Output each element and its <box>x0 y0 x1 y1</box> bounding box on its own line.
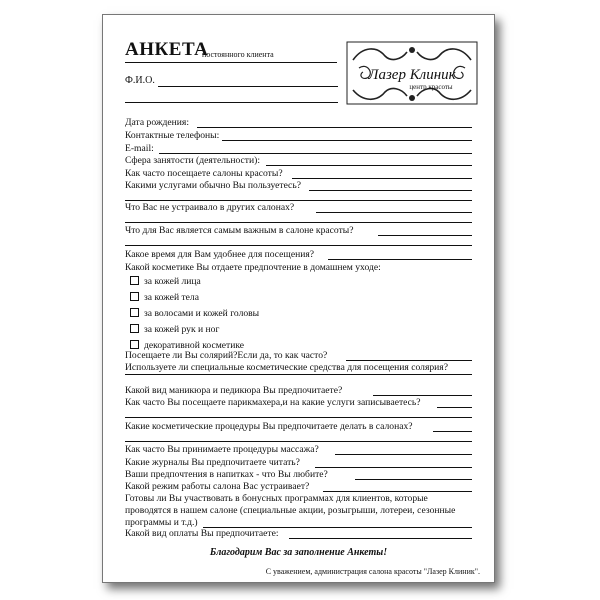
field-hairdresser: Как часто Вы посещаете парикмахера,и на какие услуги записываетесь? <box>125 397 421 408</box>
checkbox-face-skin[interactable]: за кожей лица <box>130 276 201 287</box>
logo-tagline: центр красоты <box>409 83 453 91</box>
answer-line[interactable] <box>125 417 472 418</box>
field-home-care: Какой косметике Вы отдаете предпочтение в домашнем уходе: <box>125 262 381 273</box>
checkbox[interactable] <box>130 292 139 301</box>
field-visit-frequency: Как часто посещаете салоны красоты? <box>125 168 283 179</box>
answer-line[interactable] <box>222 140 472 141</box>
answer-line[interactable] <box>316 212 472 213</box>
logo-name: Лазер Клиник <box>368 67 456 83</box>
field-solarium-products: Используете ли специальные косметические средства для посещения солярия? <box>125 362 448 373</box>
answer-line[interactable] <box>378 235 472 236</box>
checkbox-hands-feet[interactable]: за кожей рук и ног <box>130 324 219 335</box>
field-bonus-line3: программы и т.д.) <box>125 517 198 528</box>
regards-signature: С уважением, администрация салона красоты "Лазер Клиник". <box>265 567 480 576</box>
answer-line[interactable] <box>197 127 472 128</box>
answer-line[interactable] <box>125 222 472 223</box>
answer-line[interactable] <box>328 259 472 260</box>
title-underline <box>125 62 337 63</box>
answer-line[interactable] <box>323 491 472 492</box>
thanks-message: Благодарим Вас за заполнение Анкеты! <box>209 547 388 558</box>
field-working-hours: Какой режим работы салона Вас устраивает? <box>125 481 310 492</box>
checkbox-hair-scalp[interactable]: за волосами и кожей головы <box>130 308 259 319</box>
answer-line[interactable] <box>335 454 472 455</box>
field-bonus-line1: Готовы ли Вы участвовать в бонусных программах для клиентов, которые <box>125 493 428 504</box>
answer-line[interactable] <box>125 441 472 442</box>
checkbox[interactable] <box>130 308 139 317</box>
field-drinks: Ваши предпочтения в напитках - что Вы любите? <box>125 469 328 480</box>
field-magazines: Какие журналы Вы предпочитаете читать? <box>125 457 300 468</box>
checkbox[interactable] <box>130 276 139 285</box>
checkbox-decorative[interactable]: декоративной косметике <box>130 340 244 351</box>
field-bonus-line2: проводятся в нашем салоне (специальные акции, розыгрыши, лотереи, сезонные <box>125 505 456 516</box>
checkbox[interactable] <box>130 340 139 349</box>
answer-line[interactable] <box>159 153 472 154</box>
fio-label: Ф.И.О. <box>125 75 155 86</box>
fio-input-line[interactable] <box>125 102 338 103</box>
salon-logo <box>345 40 479 106</box>
checkbox-body-skin[interactable]: за кожей тела <box>130 292 199 303</box>
answer-line[interactable] <box>125 374 472 375</box>
answer-line[interactable] <box>125 200 472 201</box>
form-title: АНКЕТА <box>125 39 209 60</box>
answer-line[interactable] <box>125 245 472 246</box>
field-massage: Как часто Вы принимаете процедуры массажа? <box>125 444 319 455</box>
answer-line[interactable] <box>309 190 472 191</box>
field-dissatisfied: Что Вас не устраивало в других салонах? <box>125 202 295 213</box>
answer-line[interactable] <box>315 467 472 468</box>
field-cosmetic-procedures: Какие косметические процедуры Вы предпочитаете делать в салонах? <box>125 421 413 432</box>
answer-line[interactable] <box>346 360 472 361</box>
field-payment: Какой вид оплаты Вы предпочитаете: <box>125 528 279 539</box>
field-convenient-time: Какое время для Вам удобнее для посещения? <box>125 249 315 260</box>
answer-line[interactable] <box>373 395 472 396</box>
field-phones: Контактные телефоны: <box>125 130 220 141</box>
field-solarium: Посещаете ли Вы солярий?Если да, то как часто? <box>125 350 328 361</box>
answer-line[interactable] <box>266 165 472 166</box>
answer-line[interactable] <box>289 538 472 539</box>
fio-input-line[interactable] <box>158 86 338 87</box>
checkbox[interactable] <box>130 324 139 333</box>
field-birthdate: Дата рождения: <box>125 117 189 128</box>
form-subtitle: постоянного клиента <box>202 50 274 59</box>
field-manicure: Какой вид маникюра и педикюра Вы предпочитаете? <box>125 385 343 396</box>
field-email: E-mail: <box>125 143 154 154</box>
questionnaire-sheet <box>102 14 495 583</box>
answer-line[interactable] <box>292 178 472 179</box>
answer-line[interactable] <box>355 479 472 480</box>
answer-line[interactable] <box>437 407 472 408</box>
answer-line[interactable] <box>433 431 472 432</box>
field-occupation: Сфера занятости (деятельности): <box>125 155 260 166</box>
field-services: Какими услугами обычно Вы пользуетесь? <box>125 180 301 191</box>
field-most-important: Что для Вас является самым важным в салоне красоты? <box>125 225 354 236</box>
